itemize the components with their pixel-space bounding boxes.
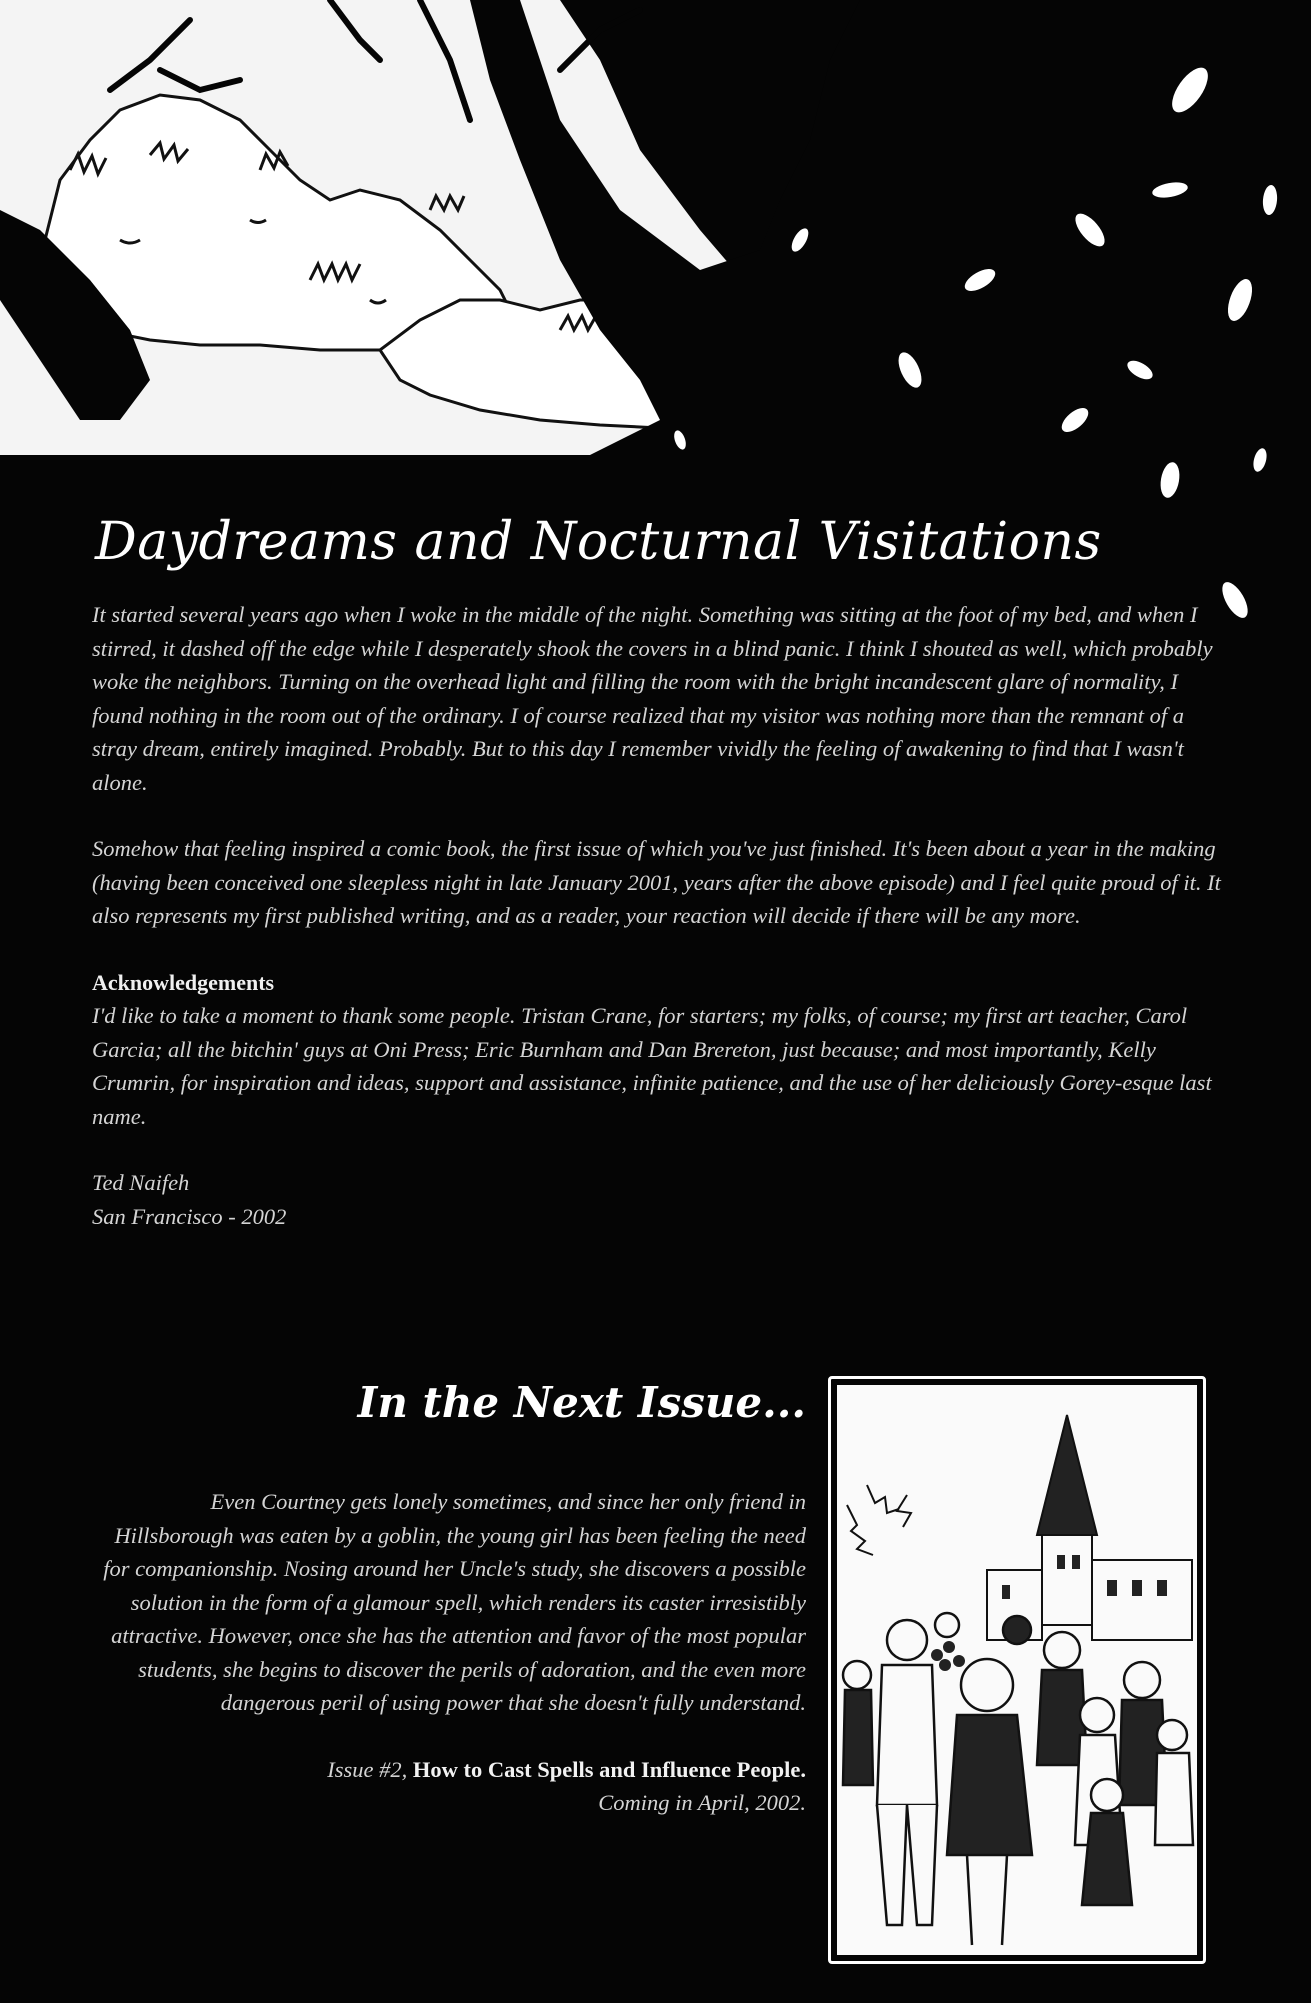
issue-name: How to Cast Spells and Influence People.: [412, 1756, 806, 1782]
issue-label: Issue #2,: [327, 1756, 408, 1782]
release-date: Coming in April, 2002.: [598, 1790, 806, 1815]
acknowledgements-section: [92, 966, 1232, 1134]
next-issue-text: [90, 1485, 806, 1853]
story-paragraph-1: It started several years ago when I woke in the middle of the night. Something was sitting at the foot of my bed, and when I stirred, it dashed off the edge while I desperately shook the covers in a blind panic. I think I shouted as well, which probably woke the neighbors. Turning on the overhead light and filling the room with the bright incandescent glare of normality, I found nothing in the room out of the ordinary. I of course realized that my visitor was nothing more than the remnant of a stray dream, entirely imagined. Probably. But to this day I remember vividly the feeling of awakening to find that I wasn't alone.: [92, 602, 1213, 795]
article-title: Daydreams and Nocturnal Visitations: [95, 512, 1102, 572]
cover-illustration: [837, 1385, 1197, 1955]
next-issue-cover-image: [828, 1376, 1206, 1964]
acknowledgements-heading: Acknowledgements: [92, 969, 275, 995]
signature: [92, 1166, 1232, 1233]
next-issue-title: In the Next Issue...: [357, 1378, 806, 1427]
article-body: [92, 598, 1232, 1266]
author-name: Ted Naifeh: [92, 1170, 190, 1195]
next-issue-description: Even Courtney gets lonely sometimes, and since her only friend in Hillsborough was eaten by a goblin, the young girl has been feeling the need for companionship. Nosing around her Uncle's study, she discovers a possible solution in the form of a glamour spell, which renders its caster irresistibly attractive. However, once she has the attention and favor of the most popular students, she begins to discover the perils of adoration, and the even more dangerous peril of using power that she doesn't fully understand.: [103, 1489, 806, 1715]
story-paragraph-2: Somehow that feeling inspired a comic book, the first issue of which you've just finished. It's been about a year in the making (having been conceived one sleepless night in late January 2001, years after the above episode) and I feel quite proud of it. It also represents my first published writing, and as a reader, your reaction will decide if there will be any more.: [92, 836, 1221, 928]
acknowledgements-text: I'd like to take a moment to thank some people. Tristan Crane, for starters; my folks, of course; my first art teacher, Carol Garcia; all the bitchin' guys at Oni Press; Eric Burnham and Dan Brereton, just because; and most importantly, Kelly Crumrin, for inspiration and ideas, support and assistance, infinite patience, and the use of her deliciously Gorey-esque last name.: [92, 1003, 1212, 1129]
location-date: San Francisco - 2002: [92, 1203, 287, 1229]
next-issue-credit: [90, 1753, 806, 1820]
